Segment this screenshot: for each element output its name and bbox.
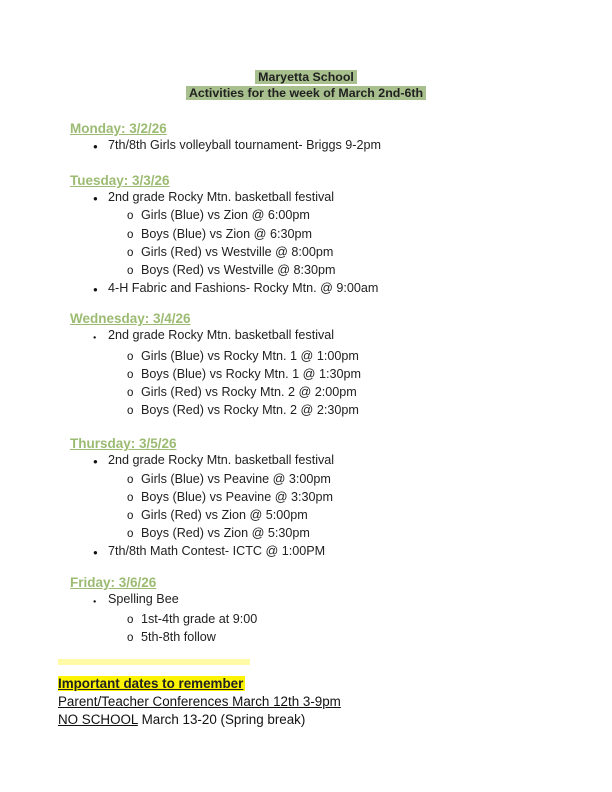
- filled-dot-bullet-icon: ●: [93, 285, 98, 295]
- document-title-block: [0, 0, 612, 101]
- filled-dot-bullet-icon: ●: [93, 548, 98, 558]
- title-line-1: [0, 69, 612, 85]
- circle-o-bullet-icon: o: [127, 473, 134, 486]
- title-line-2: [0, 85, 612, 101]
- schedule-item-text: 4-H Fabric and Fashions- Rocky Mtn. @ 9:00am: [108, 281, 379, 296]
- schedule-subitem: [70, 384, 612, 402]
- conferences-line: Parent/Teacher Conferences March 12th 3-9pm: [58, 694, 341, 710]
- schedule-subitem-text: 5th-8th follow: [141, 630, 216, 645]
- schedule-item: [70, 189, 612, 207]
- schedule-item-text: 2nd grade Rocky Mtn. basketball festival: [108, 190, 335, 205]
- no-school-rest: March 13-20 (Spring break): [137, 712, 306, 728]
- circle-o-bullet-icon: o: [127, 510, 134, 523]
- weekly-schedule: [0, 120, 612, 647]
- no-school-line: [58, 711, 612, 729]
- schedule-subitem-text: Boys (Blue) vs Rocky Mtn. 1 @ 1:30pm: [141, 366, 361, 381]
- schedule-subitem: [70, 471, 612, 489]
- schedule-item: [70, 452, 612, 470]
- circle-o-bullet-icon: o: [127, 368, 134, 381]
- schedule-subitem: [70, 402, 612, 420]
- filled-dot-bullet-icon: ●: [93, 457, 98, 467]
- schedule-subitem-text: Boys (Red) vs Zion @ 5:30pm: [141, 526, 310, 541]
- schedule-item-text: 7th/8th Girls volleyball tournament- Briggs 9-2pm: [108, 138, 381, 152]
- schedule-item: [70, 591, 612, 611]
- filled-dot-bullet-icon: ●: [93, 598, 97, 605]
- school-name: Maryetta School: [255, 70, 357, 84]
- no-school-label: NO SCHOOL: [58, 712, 138, 728]
- filled-dot-bullet-icon: ●: [93, 142, 98, 151]
- day-section: [70, 310, 612, 420]
- schedule-item: [70, 543, 612, 561]
- schedule-subitem-text: Boys (Blue) vs Zion @ 6:30pm: [141, 226, 312, 241]
- schedule-subitem: [70, 226, 612, 244]
- circle-o-bullet-icon: o: [127, 613, 134, 626]
- circle-o-bullet-icon: o: [127, 228, 134, 241]
- schedule-subitem-text: Girls (Blue) vs Rocky Mtn. 1 @ 1:00pm: [141, 348, 359, 363]
- schedule-subitem: [70, 366, 612, 384]
- day-header: Wednesday: 3/4/26: [70, 311, 191, 327]
- circle-o-bullet-icon: o: [127, 491, 134, 504]
- day-header: Thursday: 3/5/26: [70, 436, 177, 452]
- schedule-subitem-text: Girls (Red) vs Rocky Mtn. 2 @ 2:00pm: [141, 385, 357, 400]
- empty-highlight-bar: [58, 659, 250, 665]
- schedule-item: [70, 280, 612, 298]
- schedule-subitem-text: Boys (Red) vs Westville @ 8:30pm: [141, 263, 336, 278]
- important-dates-section: [58, 659, 612, 729]
- week-subtitle: Activities for the week of March 2nd-6th: [186, 86, 426, 100]
- schedule-item: [70, 327, 612, 347]
- circle-o-bullet-icon: o: [127, 405, 134, 418]
- filled-dot-bullet-icon: ●: [93, 335, 97, 342]
- schedule-subitem-text: Girls (Red) vs Westville @ 8:00pm: [141, 244, 334, 259]
- circle-o-bullet-icon: o: [127, 265, 134, 278]
- day-section: [70, 435, 612, 561]
- schedule-subitem: [70, 611, 612, 629]
- schedule-subitem: [70, 207, 612, 225]
- circle-o-bullet-icon: o: [127, 632, 134, 645]
- circle-o-bullet-icon: o: [127, 528, 134, 541]
- schedule-subitem: [70, 629, 612, 647]
- day-section: [70, 120, 612, 155]
- circle-o-bullet-icon: o: [127, 210, 134, 223]
- schedule-subitem: [70, 262, 612, 280]
- schedule-subitem-text: Girls (Blue) vs Zion @ 6:00pm: [141, 208, 310, 223]
- schedule-subitem: [70, 507, 612, 525]
- schedule-subitem: [70, 348, 612, 366]
- day-header: Monday: 3/2/26: [70, 121, 167, 136]
- schedule-subitem-text: 1st-4th grade at 9:00: [141, 611, 258, 626]
- day-header: Friday: 3/6/26: [70, 574, 157, 590]
- schedule-item-text: 2nd grade Rocky Mtn. basketball festival: [108, 328, 335, 343]
- schedule-subitem-text: Girls (Red) vs Zion @ 5:00pm: [141, 508, 308, 523]
- schedule-subitem-text: Girls (Blue) vs Peavine @ 3:00pm: [141, 471, 331, 486]
- important-dates-heading: Important dates to remember: [58, 676, 244, 692]
- circle-o-bullet-icon: o: [127, 246, 134, 259]
- schedule-item-text: 7th/8th Math Contest- ICTC @ 1:00PM: [108, 544, 326, 559]
- schedule-subitem: [70, 244, 612, 262]
- schedule-subitem: [70, 489, 612, 507]
- circle-o-bullet-icon: o: [127, 387, 134, 400]
- circle-o-bullet-icon: o: [127, 350, 134, 363]
- filled-dot-bullet-icon: ●: [93, 194, 98, 204]
- schedule-item: [70, 137, 612, 155]
- schedule-subitem-text: Boys (Red) vs Rocky Mtn. 2 @ 2:30pm: [141, 403, 359, 418]
- schedule-subitem: [70, 525, 612, 543]
- day-section: [70, 172, 612, 298]
- day-section: [70, 574, 612, 648]
- important-dates-heading-line: [58, 675, 612, 693]
- schedule-item-text: 2nd grade Rocky Mtn. basketball festival: [108, 453, 335, 468]
- schedule-item-text: Spelling Bee: [108, 591, 179, 606]
- schedule-subitem-text: Boys (Blue) vs Peavine @ 3:30pm: [141, 489, 333, 504]
- day-header: Tuesday: 3/3/26: [70, 173, 170, 189]
